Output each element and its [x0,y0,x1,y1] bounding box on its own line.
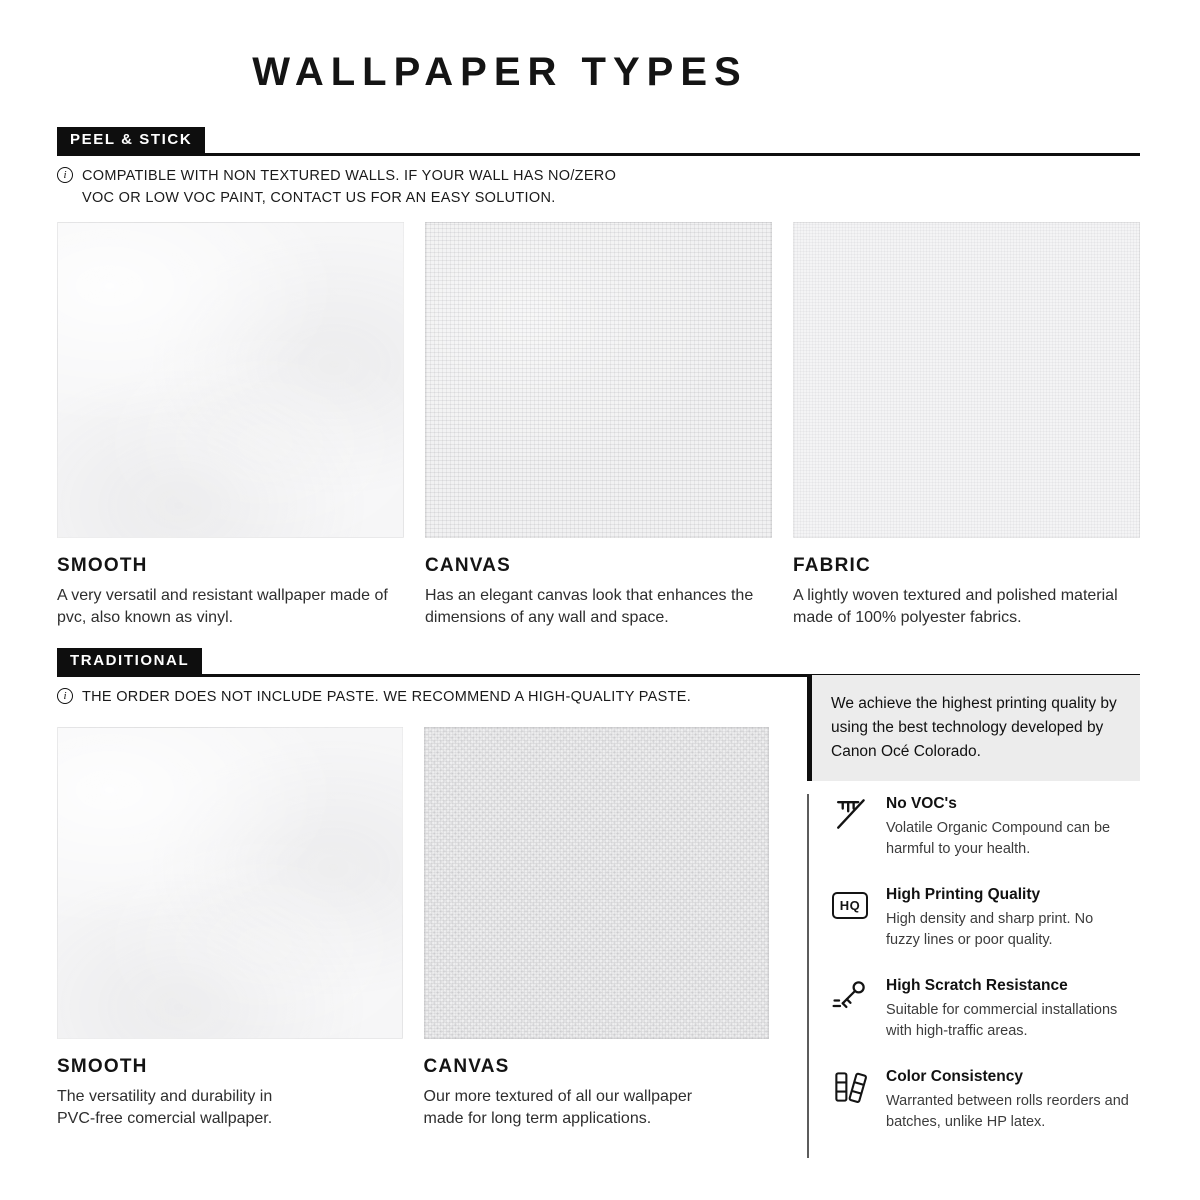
swatch-image-smooth [57,222,404,538]
swatch-description: A very versatil and resistant wallpaper made of pvc, also known as vinyl. [57,587,388,627]
section-header-peel-stick [57,127,1140,156]
note-traditional [57,687,691,709]
swatch-image-fabric [793,222,1140,538]
feature-color-consistency [830,1067,1140,1133]
swatch-name: FABRIC [793,555,871,576]
feature-description: Warranted between rolls reorders and batches, unlike HP latex. [886,1093,1129,1131]
note-text: THE ORDER DOES NOT INCLUDE PASTE. WE RECOMMEND A HIGH-QUALITY PASTE. [82,689,692,705]
feature-text [886,794,1118,860]
feature-description: Volatile Organic Compound can be harmful to your health. [886,820,1111,858]
feature-description: Suitable for commercial installations with high-traffic areas. [886,1002,1118,1040]
swatch-name: SMOOTH [57,1056,148,1077]
swatch-image-canvas [424,727,770,1039]
swatch-row-traditional [57,727,769,1131]
feature-no-voc [830,794,1140,860]
swatch-description: The versatility and durability in PVC-free comercial wallpaper. [57,1088,273,1128]
swatch-row-peel-stick [57,222,1140,630]
section-header-traditional [57,648,1140,677]
swatch-description: Has an elegant canvas look that enhances the dimensions of any wall and space. [425,587,754,627]
swatch-name: CANVAS [425,555,512,576]
hq-icon [830,885,870,925]
feature-high-scratch-resistance [830,976,1140,1042]
swatch-description: Our more textured of all our wallpaper made for long term applications. [423,1088,693,1128]
feature-text [886,976,1131,1042]
features-list [807,794,1140,1158]
hq-icon-label: HQ [832,892,868,919]
info-icon: i [57,167,73,183]
feature-title: Color Consistency [886,1068,1023,1086]
color-swatches-icon [830,1067,870,1107]
no-voc-icon [830,794,870,834]
feature-title: No VOC's [886,795,957,812]
swatch-name: SMOOTH [57,555,148,576]
quality-callout [807,675,1140,781]
swatch-card-smooth-traditional [57,727,403,1131]
info-icon: i [57,688,73,704]
swatch-card-canvas-ps [425,222,772,630]
key-scratch-icon [830,976,870,1016]
section-label-peel-stick: PEEL & STICK [57,127,205,153]
feature-title: High Printing Quality [886,886,1041,904]
feature-description: High density and sharp print. No fuzzy lines or poor quality. [886,911,1094,949]
note-text: COMPATIBLE WITH NON TEXTURED WALLS. IF YOUR WALL HAS NO/ZERO VOC OR LOW VOC PAINT, CONTACT US FOR AN EASY SOLUTION. [82,168,617,206]
swatch-card-fabric-ps [793,222,1140,630]
feature-text [886,1067,1131,1133]
note-peel-stick [57,166,642,210]
swatch-image-canvas [425,222,772,538]
quality-callout-text: We achieve the highest printing quality by using the best technology developed by Canon Océ Colorado. [831,695,1117,761]
feature-title: High Scratch Resistance [886,977,1068,995]
swatch-name: CANVAS [423,1056,510,1077]
feature-high-printing-quality [830,885,1140,951]
section-label-traditional: TRADITIONAL [57,648,202,674]
swatch-description: A lightly woven textured and polished material made of 100% polyester fabrics. [793,587,1118,627]
page-title: WALLPAPER TYPES [252,50,748,94]
feature-text [886,885,1118,951]
swatch-card-canvas-traditional [424,727,770,1131]
swatch-card-smooth-ps [57,222,404,630]
swatch-image-smooth [57,727,403,1039]
